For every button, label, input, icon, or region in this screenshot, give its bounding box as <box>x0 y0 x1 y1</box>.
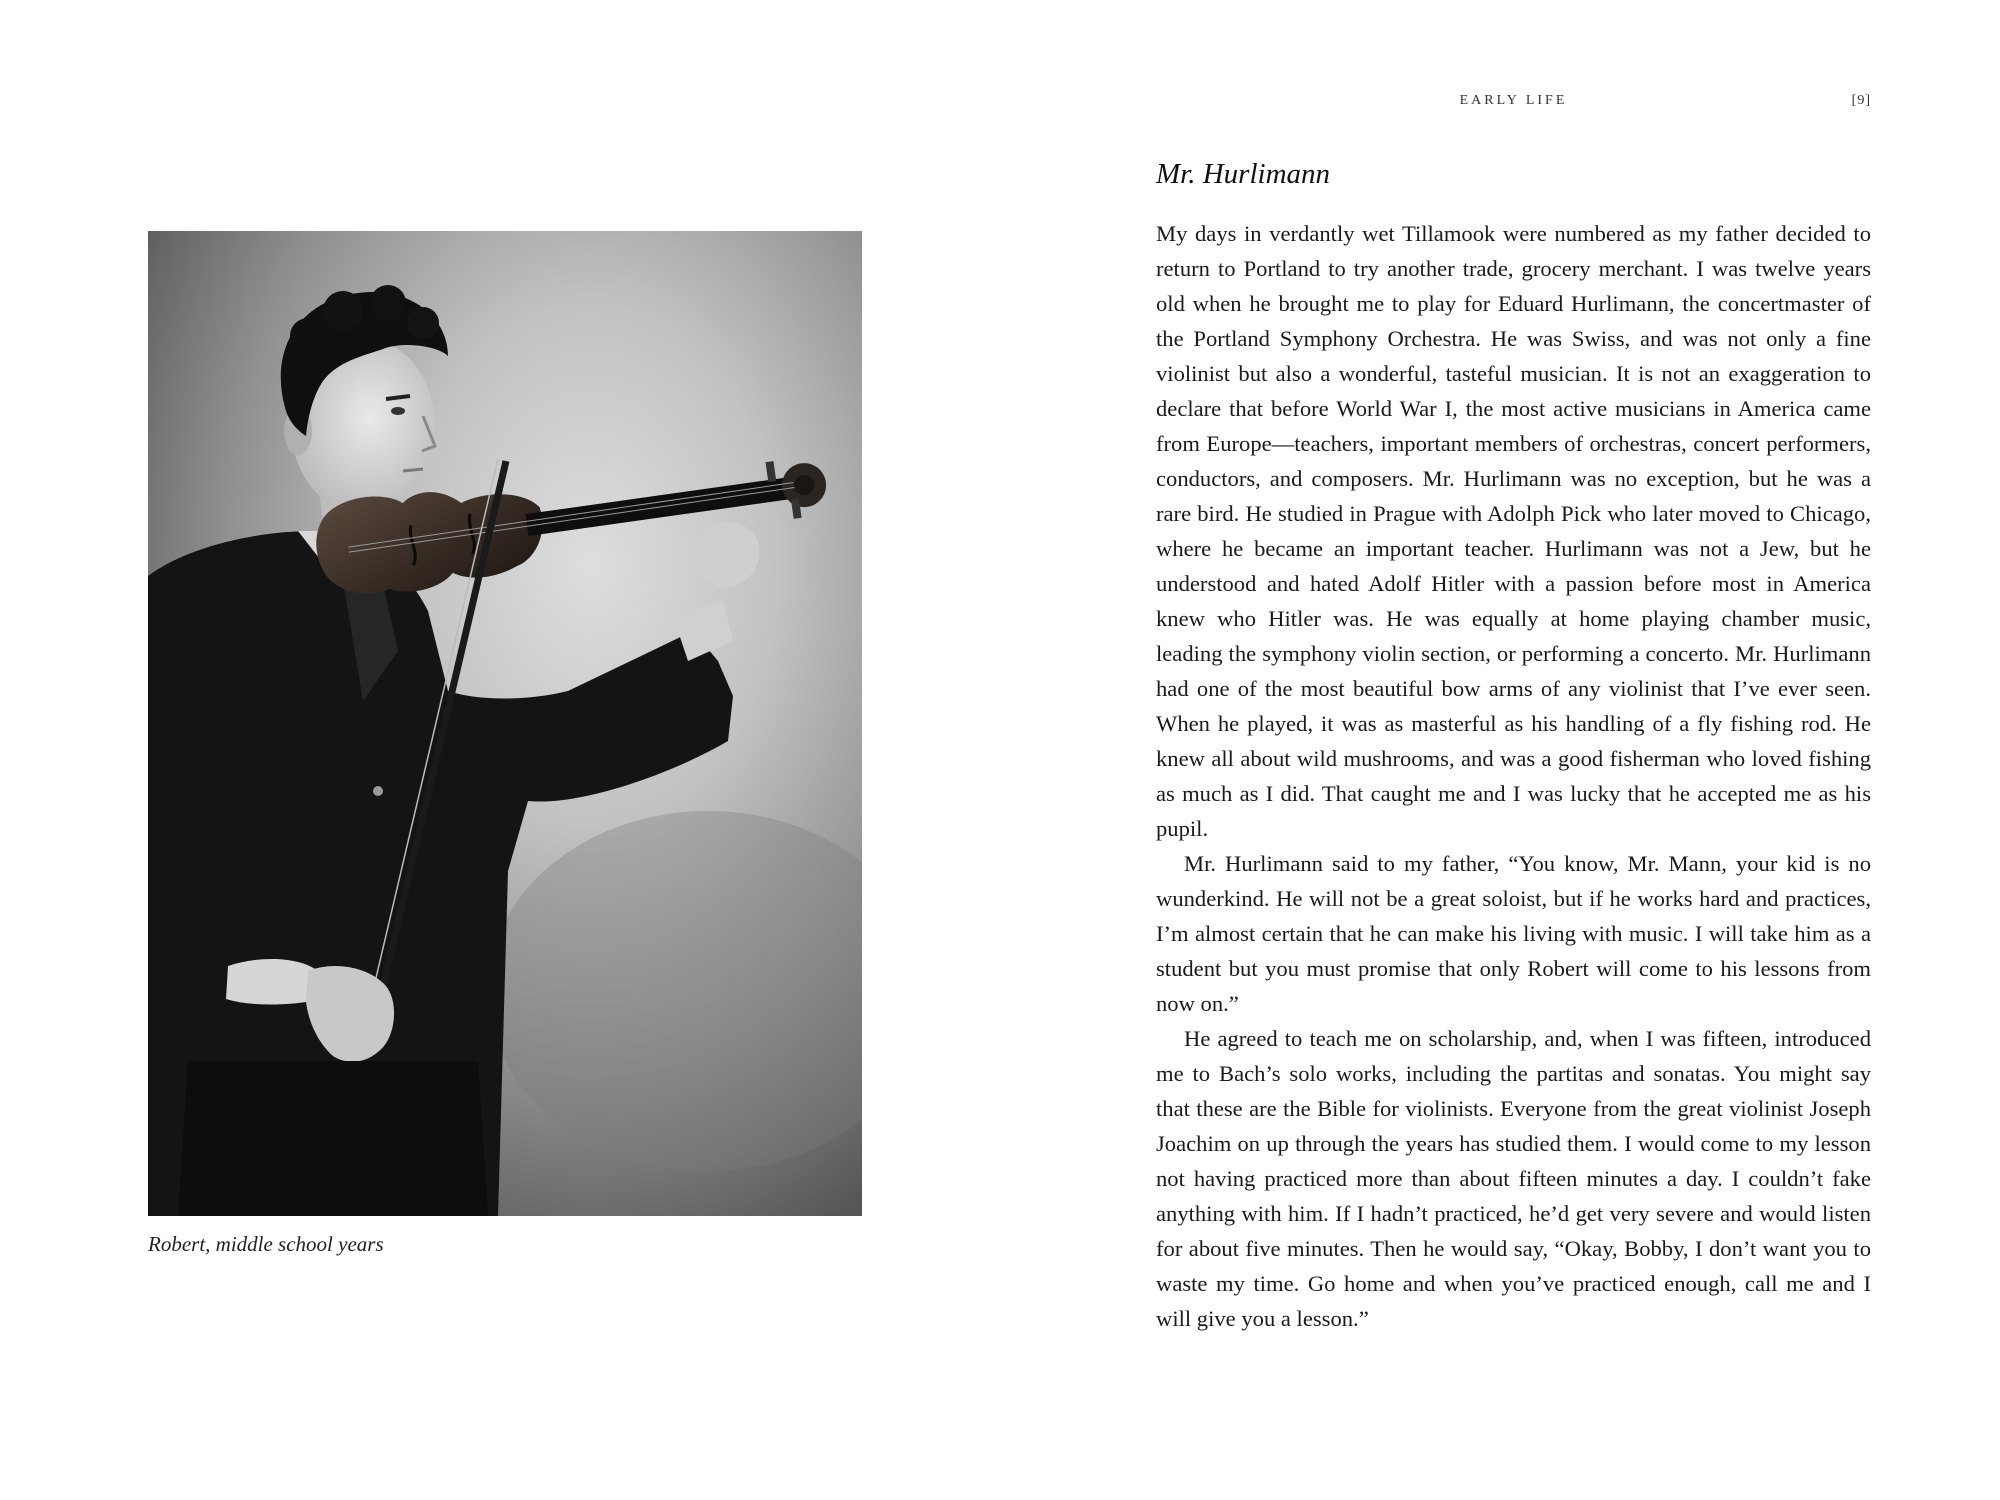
body-text <box>1156 216 1871 1336</box>
boy-playing-violin-photo <box>148 231 862 1216</box>
paragraph: Mr. Hurlimann said to my father, “You know, Mr. Mann, your kid is no wunderkind. He will not be a great soloist, but if he works hard and practices, I’m almost certain that he can make his living with music. I will take him as a student but you must promise that only Robert will come to his lessons from now on.” <box>1156 851 1871 1016</box>
paragraph: My days in verdantly wet Tillamook were numbered as my father decided to return to Portland to try another trade, grocery merchant. I was twelve years old when he brought me to play for Eduard Hurlimann, the concertmaster of the Portland Symphony Orchestra. He was Swiss, and was not only a fine violinist but also a wonderful, tasteful musician. It is not an exaggeration to declare that before World War I, the most active musicians in America came from Europe—teachers, important members of orchestras, concert performers, conductors, and composers. Mr. Hurlimann was no exception, but he was a rare bird. He studied in Prague with Adolph Pick who later moved to Chicago, where he became an important teacher. Hurlimann was not a Jew, but he understood and hated Adolf Hitler with a passion before most in America knew who Hitler was. He was equally at home playing chamber music, leading the symphony violin section, or performing a concerto. Mr. Hurlimann had one of the most beautiful bow arms of any violinist that I’ve ever seen. When he played, it was as masterful as his handling of a fly fishing rod. He knew all about wild mushrooms, and was a good fisherman who loved fishing as much as I did. That caught me and I was lucky that he accepted me as his pupil. <box>1156 221 1871 841</box>
trousers <box>178 1061 488 1216</box>
running-head-section: EARLY LIFE <box>1459 93 1568 108</box>
running-head <box>1156 93 1871 117</box>
eye <box>391 407 405 415</box>
page-number: [9] <box>1851 93 1871 108</box>
jacket-button <box>373 786 383 796</box>
mouth <box>403 469 423 471</box>
paragraph: He agreed to teach me on scholarship, and, when I was fifteen, introduced me to Bach’s solo works, including the partitas and sonatas. You might say that these are the Bible for violinists. Everyone from the great violinist Joseph Joachim on up through the years has studied them. I would come to my lesson not having practiced more than about fifteen minutes a day. I couldn’t fake anything with him. If I hadn’t practiced, he’d get very severe and would listen for about five minutes. Then he would say, “Okay, Bobby, I don’t want you to waste my time. Go home and when you’ve practiced enough, call me and I will give you a lesson.” <box>1156 1026 1871 1331</box>
right-sleeve-cuff <box>226 959 318 1005</box>
photo-caption: Robert, middle school years <box>148 1232 384 1256</box>
photo-illustration <box>148 231 862 1216</box>
section-heading: Mr. Hurlimann <box>1156 158 1331 190</box>
